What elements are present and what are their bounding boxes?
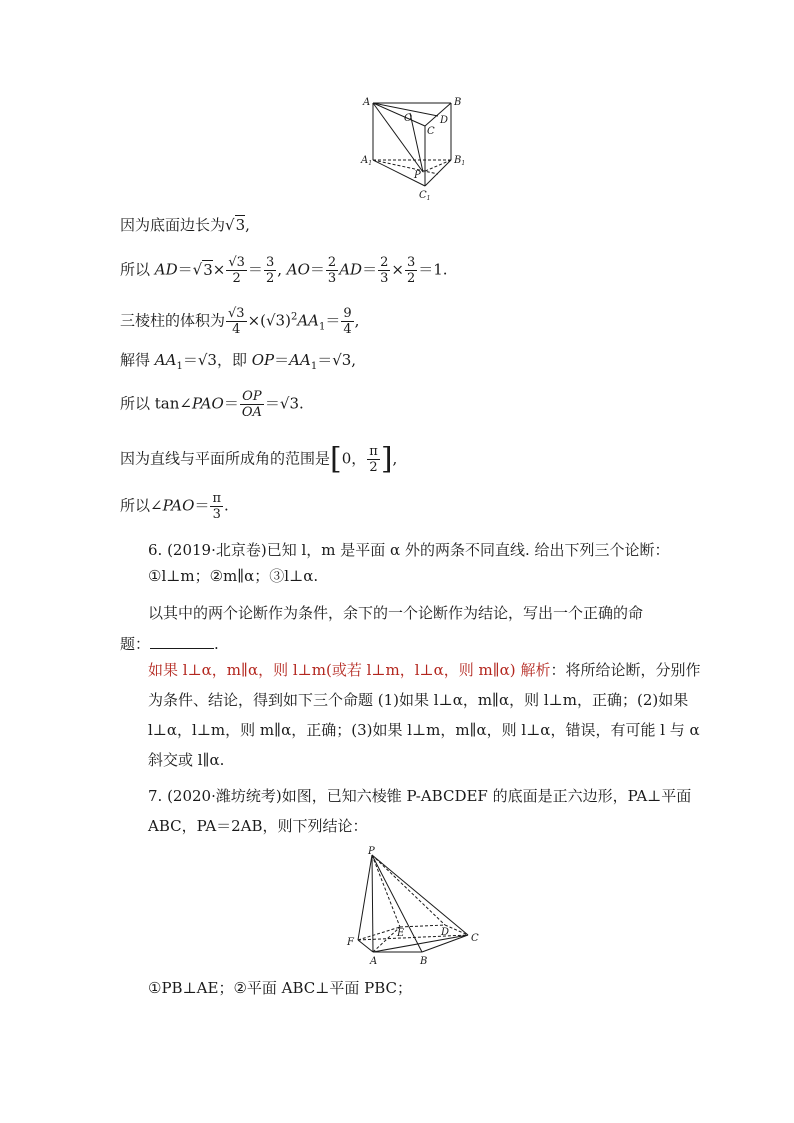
label-D: D (440, 115, 449, 126)
q6-answer: 如果 l⊥α，m∥α，则 l⊥m(或若 l⊥m，l⊥α，则 m∥α) (148, 661, 516, 679)
sol-line-3: 三棱柱的体积为 $\frac{√3}{4}$ $\times(√3)^2AA_1=$ $\frac{9}{4}$ , (120, 306, 360, 337)
label-B: B (454, 97, 462, 108)
label-C: C (471, 933, 479, 944)
q6-analysis: ：将所给论断，分别作为条件、结论，得到如下三个命题 (1)如果 l⊥α，m∥α，则 l⊥m，正确；(2)如果 l⊥α，l⊥m，则 m∥α，正确；(3)如果 l⊥m，m∥α，则 l⊥α，错误，有可能 l 与 α 斜交或 l∥α. (148, 661, 701, 769)
label-C1: $C_1$ (419, 190, 431, 202)
label-D: D (441, 927, 450, 938)
label-E: E (397, 928, 405, 939)
q6-analysis-label: 解析 (520, 661, 551, 679)
label-A: A (363, 97, 371, 108)
sol-line-6: 因为直线与平面所成角的范围是[0， $\frac{\pi}{2}$ ], (120, 441, 398, 477)
q6-items: ①l⊥m；②m∥α；③l⊥α. (148, 567, 319, 585)
q6-stem: 6. (2019·北京卷)已知 l，m 是平面 α 外的两条不同直线. 给出下列三个论断： (148, 541, 670, 559)
label-O: O (404, 113, 413, 124)
prism-figure (355, 92, 475, 204)
label-C: C (427, 126, 435, 137)
sol-line-5: 所以 tan∠PAO＝ $\frac{OP}{OA}$ ＝√3. (120, 389, 304, 420)
sol-line-4: 解得 $AA_1=√3$，即 $OP=AA_1=√3$, (120, 351, 357, 372)
q7-stem: 7. (2020·潍坊统考)如图，已知六棱锥 P-ABCDEF 的底面是正六边形，PA⊥平面 ABC，PA＝2AB，则下列结论： (148, 787, 692, 835)
label-P: P (368, 846, 375, 857)
answer-blank (150, 634, 214, 649)
q6-task-line2: 题： . (120, 635, 219, 653)
label-A: A (370, 956, 378, 967)
label-B1: $B_1$ (454, 155, 466, 167)
sol-line-1: 因为底面边长为√3, (120, 216, 250, 234)
q6-answer-block (120, 655, 708, 775)
label-A1: $A_1$ (361, 155, 373, 167)
q6-task: 以其中的两个论断作为条件，余下的一个论断作为结论，写出一个正确的命 (148, 604, 644, 622)
label-P: P (414, 170, 421, 181)
label-B: B (420, 956, 428, 967)
q7-items: ①PB⊥AE；②平面 ABC⊥平面 PBC； (148, 979, 413, 997)
sol-line-7: 所以∠PAO＝ $\frac{\pi}{3}$ . (120, 491, 229, 522)
label-F: F (347, 937, 354, 948)
pyramid-figure (340, 845, 490, 970)
sol-line-2: 所以 AD＝√3× $\frac{√3}{2}$ ＝ $\frac{3}{2}$ , AO＝ $\frac{2}{3}$ AD＝ $\frac{2}{3}$ × $\frac{3}{2}$ ＝1. (120, 255, 448, 286)
